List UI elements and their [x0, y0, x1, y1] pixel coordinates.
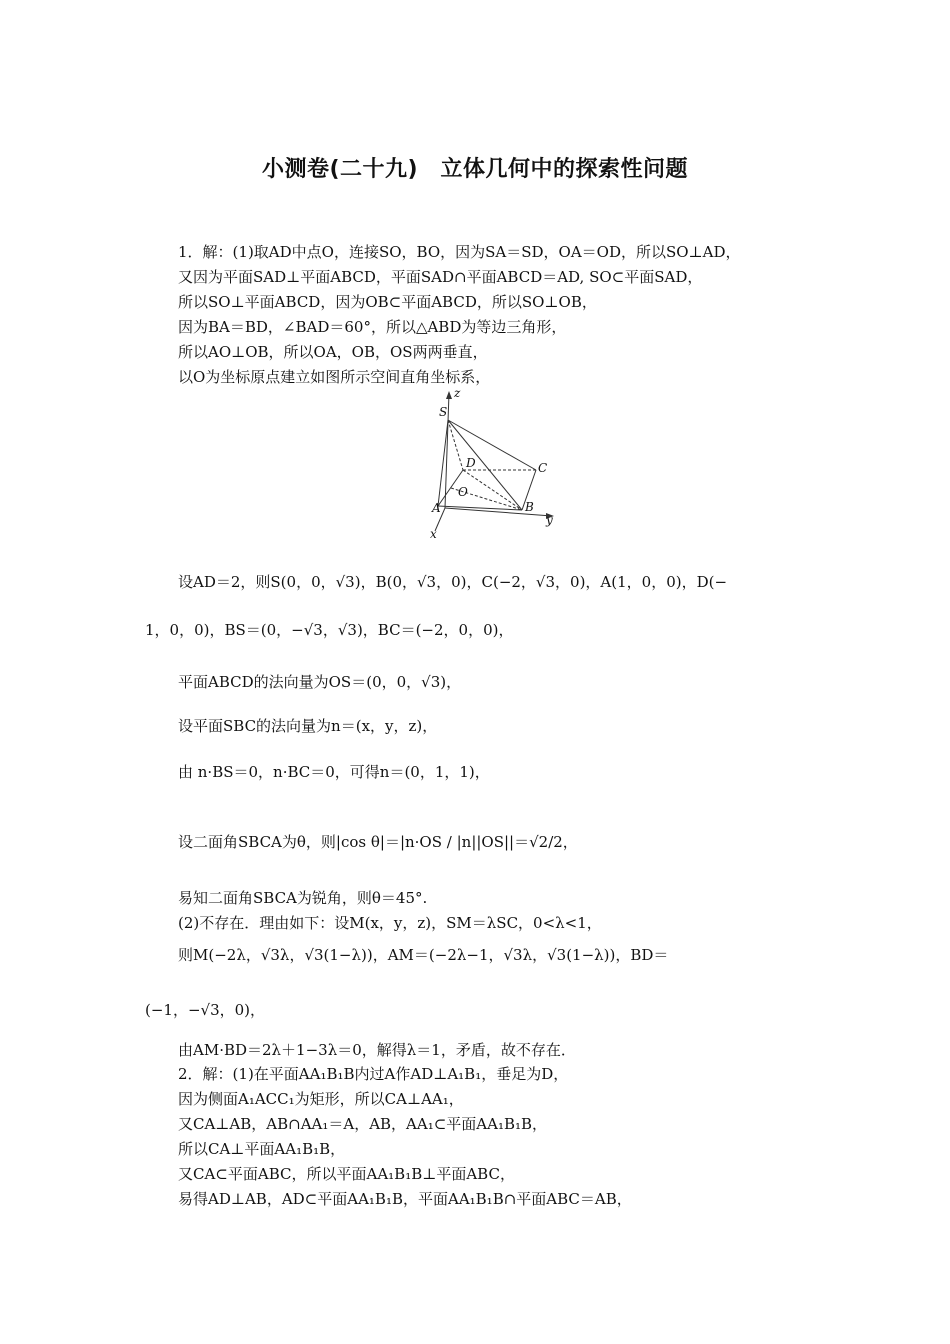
page-title: 小测卷(二十九) 立体几何中的探索性问题: [261, 157, 689, 182]
text-line: 设平面SBC的法向量为n＝(x，y，z)，: [178, 717, 438, 735]
text-line: 以O为坐标原点建立如图所示空间直角坐标系，: [178, 368, 491, 386]
label-s: S: [439, 405, 448, 419]
label-c: C: [538, 461, 548, 475]
label-x: x: [430, 527, 437, 541]
text-line: 因为侧面A₁ACC₁为矩形，所以CA⊥AA₁，: [178, 1090, 464, 1108]
text-line: 1．解：(1)取AD中点O，连接SO，BO，因为SA＝SD，OA＝OD，所以SO⊥AD，: [178, 243, 741, 261]
text-line: 又CA⊂平面ABC，所以平面AA₁B₁B⊥平面ABC，: [178, 1165, 515, 1183]
text-line: 易知二面角SBCA为锐角，则θ＝45°.: [178, 889, 428, 907]
pyramid-figure: [420, 388, 570, 543]
text-line: 所以AO⊥OB，所以OA，OB，OS两两垂直，: [178, 343, 488, 361]
text-line: (2)不存在．理由如下：设M(x，y，z)，SM＝λSC，0<λ<1，: [178, 914, 602, 932]
text-line: 平面ABCD的法向量为OS＝(0，0，√3)，: [178, 673, 462, 691]
text-line: (−1，−√3，0)，: [145, 1001, 266, 1019]
text-line: 又因为平面SAD⊥平面ABCD，平面SAD∩平面ABCD＝AD, SO⊂平面SAD，: [178, 268, 703, 286]
text-line: 1，0，0)，BS＝(0，−√3，√3)，BC＝(−2，0，0)，: [145, 621, 514, 639]
text-line: 设AD＝2，则S(0，0，√3)，B(0，√3，0)，C(−2，√3，0)，A(1，0，0)，D(−: [178, 573, 728, 591]
text-line: 易得AD⊥AB，AD⊂平面AA₁B₁B，平面AA₁B₁B∩平面ABC＝AB，: [178, 1190, 632, 1208]
text-line: 设二面角SBCA为θ，则|cos θ|＝|n·OS / |n||OS||＝√2/2，: [178, 833, 578, 851]
label-y: y: [546, 513, 553, 527]
text-line: 因为BA＝BD，∠BAD＝60°，所以△ABD为等边三角形，: [178, 318, 567, 336]
label-d: D: [466, 456, 476, 470]
text-line: 所以SO⊥平面ABCD，因为OB⊂平面ABCD，所以SO⊥OB，: [178, 293, 597, 311]
text-line: 由AM·BD＝2λ＋1−3λ＝0，解得λ＝1，矛盾，故不存在．: [178, 1041, 576, 1059]
text-line: 又CA⊥AB，AB∩AA₁＝A，AB，AA₁⊂平面AA₁B₁B，: [178, 1115, 548, 1133]
label-o: O: [458, 485, 468, 499]
label-z: z: [454, 388, 461, 400]
text-line: 则M(−2λ，√3λ，√3(1−λ))，AM＝(−2λ−1，√3λ，√3(1−λ))，BD＝: [178, 946, 669, 964]
text-line: 所以CA⊥平面AA₁B₁B，: [178, 1140, 346, 1158]
text-line: 2．解：(1)在平面AA₁B₁B内过A作AD⊥A₁B₁，垂足为D，: [178, 1065, 569, 1083]
label-a: A: [432, 501, 441, 515]
text-line: 由 n·BS＝0，n·BC＝0，可得n＝(0，1，1)，: [178, 763, 490, 781]
label-b: B: [525, 500, 534, 514]
